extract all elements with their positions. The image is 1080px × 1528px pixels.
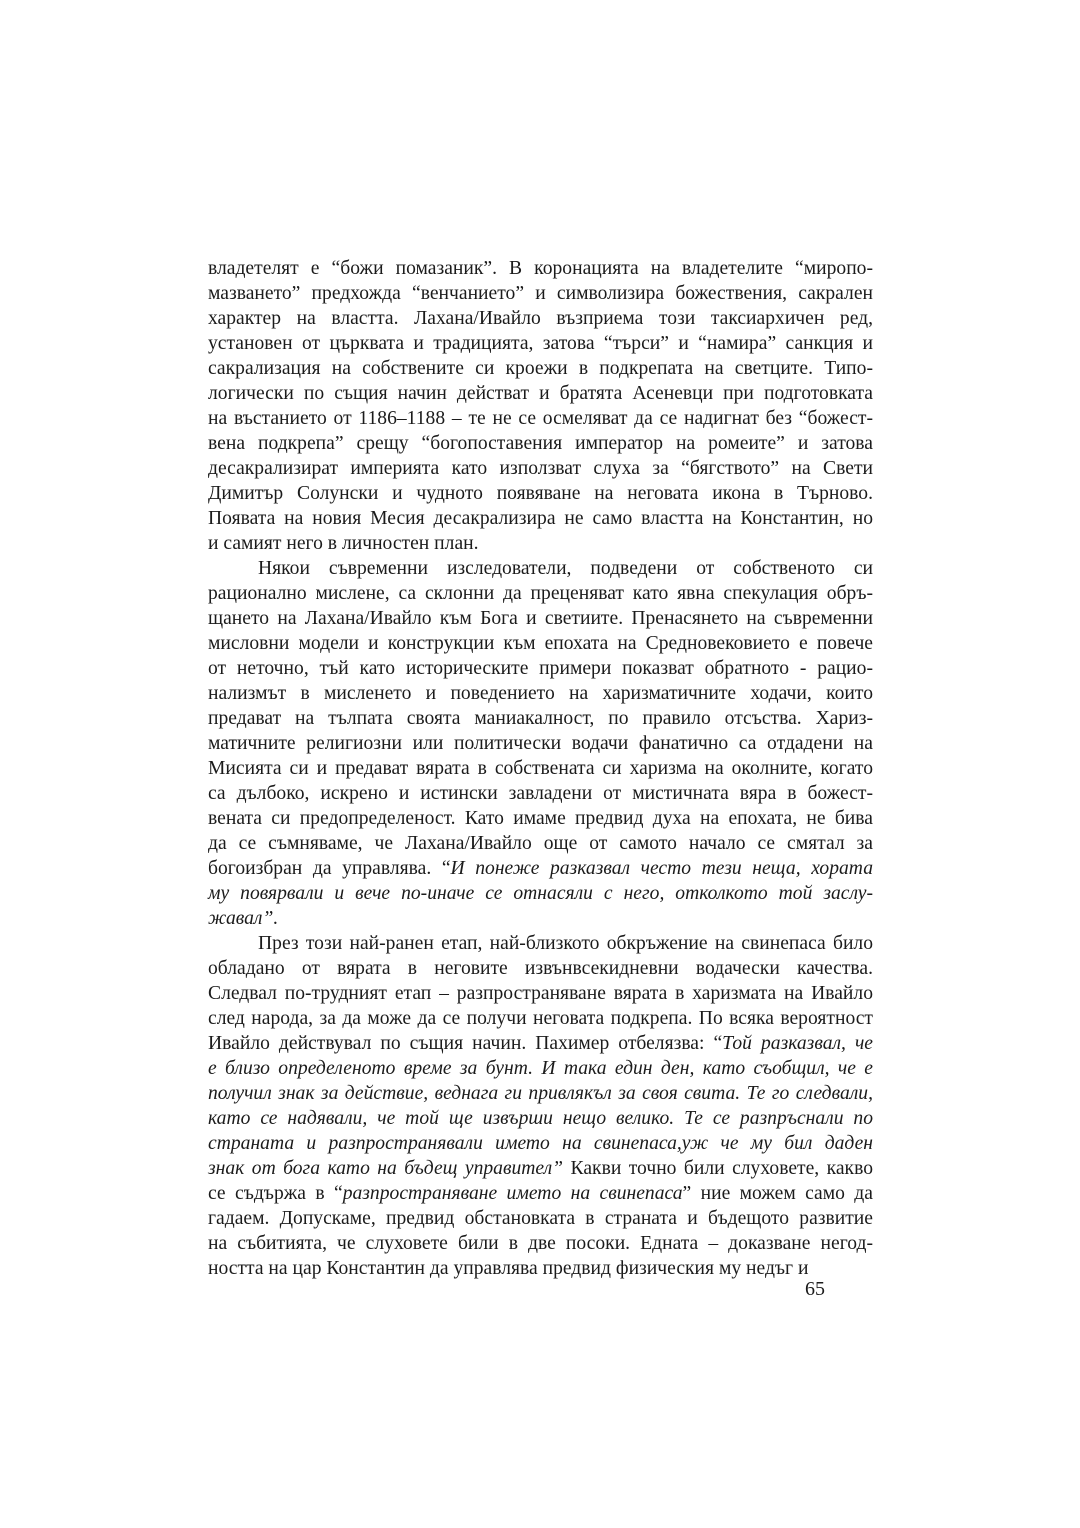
- italic-quote-segment: като се надявали, че той ще извърши нещо велико. Те се разпръснали по: [208, 1108, 873, 1129]
- text-line: [208, 806, 873, 831]
- text-segment: През този най-ранен етап, най-близкото обкръжение на свинепаса било: [258, 933, 873, 954]
- text-line: [208, 781, 873, 806]
- text-segment: вената си предопределеност. Като имаме предвид духа на епохата, не бива: [208, 808, 873, 829]
- italic-quote-segment: му повярвали и вече по-иначе се отнасяли с него, отколкото той заслу-: [208, 883, 873, 904]
- text-segment: Някои съвременни изследователи, подведени от собственото си: [258, 558, 873, 579]
- text-line: [208, 331, 873, 356]
- text-segment: ” ние можем само да: [682, 1183, 873, 1204]
- text-segment: след народа, за да може да се получи неговата подкрепа. По всяка вероятност: [208, 1008, 873, 1029]
- text-segment: нализмът в мисленето и поведението на харизматичните ходачи, които: [208, 683, 873, 704]
- text-line: [208, 981, 873, 1006]
- text-line: [208, 1056, 873, 1081]
- text-line: [208, 381, 873, 406]
- text-segment: на въстанието от 1186–1188 – те не се осмеляват да се надигнат без “божест-: [208, 408, 873, 429]
- text-line: [208, 706, 873, 731]
- text-segment: на събитията, че слуховете били в две посоки. Едната – доказване негод-: [208, 1233, 873, 1254]
- paragraph: [208, 556, 873, 931]
- italic-quote-segment: е близо определеното време за бунт. И така един ден, като съобщил, че е: [208, 1058, 873, 1079]
- text-segment: Какви точно били слуховете, какво: [563, 1158, 873, 1179]
- text-line: [208, 456, 873, 481]
- text-segment: Появата на новия Месия десакрализира не само властта на Константин, но: [208, 508, 873, 529]
- text-segment: Димитър Солунски и чудното появяване на неговата икона в Търново.: [208, 483, 873, 504]
- text-line: [208, 356, 873, 381]
- text-line: [208, 956, 873, 981]
- text-segment: предават на тълпата своята маниакалност, по правило отсъства. Хариз-: [208, 708, 873, 729]
- text-line: [208, 306, 873, 331]
- text-line: [208, 906, 873, 931]
- text-segment: обладано от вярата в неговите извънвсекидневни водачески качества.: [208, 958, 873, 979]
- text-segment: мисловни модели и конструкции към епохата на Средновековието е повече: [208, 633, 873, 654]
- italic-quote-segment: Той разказвал, че: [722, 1033, 874, 1054]
- page-number: 65: [805, 1278, 825, 1300]
- text-segment: Мисията си и предават вярата в собствената си харизма на околните, когато: [208, 758, 873, 779]
- italic-quote-segment: страната и разпространявали името на свинепаса,уж че му бил даден: [208, 1133, 873, 1154]
- text-line: [208, 406, 873, 431]
- text-line: [208, 531, 873, 556]
- text-segment: да се съмняваме, че Лахана/Ивайло още от самото начало се смятал за: [208, 833, 873, 854]
- text-segment: ността на цар Константин да управлява предвид физическия му недъг и: [208, 1258, 809, 1279]
- text-segment: характер на властта. Лахана/Ивайло възприема този таксиархичен ред,: [208, 308, 873, 329]
- text-segment: десакрализират империята като използват слуха за “бягството” на Свети: [208, 458, 873, 479]
- text-line: [208, 1156, 873, 1181]
- text-line: [208, 1181, 873, 1206]
- text-line: [208, 681, 873, 706]
- text-line: [208, 281, 873, 306]
- text-line: [208, 931, 873, 956]
- text-segment: се съдържа в “: [208, 1183, 343, 1204]
- text-segment: и самият него в личностен план.: [208, 533, 479, 554]
- text-line: [208, 1231, 873, 1256]
- text-line: [208, 1206, 873, 1231]
- text-segment: богоизбран да управлява. “: [208, 858, 451, 879]
- text-line: [208, 731, 873, 756]
- italic-quote-segment: И понеже разказвал често тези неща, хората: [450, 858, 873, 879]
- text-segment: Следвал по-трудният етап – разпространяване вярата в харизмата на Ивайло: [208, 983, 873, 1004]
- text-line: [208, 856, 873, 881]
- text-segment: владетелят е “божи помазаник”. В коронацията на владетелите “миропо-: [208, 258, 873, 279]
- text-segment: гадаем. Допускаме, предвид обстановката в страната и бъдещото развитие: [208, 1208, 873, 1229]
- text-segment: мазването” предхожда “венчанието” и символизира божествения, сакрален: [208, 283, 873, 304]
- text-segment: щането на Лахана/Ивайло към Бога и светиите. Пренасянето на съвременни: [208, 608, 873, 629]
- text-line: [208, 1106, 873, 1131]
- paragraph: [208, 256, 873, 556]
- text-segment: от неточно, тъй като историческите примери показват обратното - рацио-: [208, 658, 873, 679]
- text-line: [208, 581, 873, 606]
- text-line: [208, 1081, 873, 1106]
- text-line: [208, 1256, 873, 1281]
- text-line: [208, 506, 873, 531]
- text-segment: вена подкрепа” срещу “богопоставения император на ромеите” и затова: [208, 433, 873, 454]
- text-line: [208, 881, 873, 906]
- text-line: [208, 756, 873, 781]
- text-segment: установен от църквата и традицията, затова “търси” и “намира” санкция и: [208, 333, 873, 354]
- body-text: [208, 256, 873, 1281]
- paragraph: [208, 931, 873, 1281]
- text-line: [208, 631, 873, 656]
- italic-quote-segment: разпространяване името на свинепаса: [342, 1183, 683, 1204]
- text-line: [208, 256, 873, 281]
- italic-quote-segment: знак от бога като на бъдещ управител”: [208, 1158, 564, 1179]
- italic-quote-segment: жавал”.: [208, 908, 279, 929]
- text-segment: логически по същия начин действат и братята Асеневци при подготовката: [208, 383, 873, 404]
- text-segment: сакрализация на собствените си кроежи в подкрепата на светците. Типо-: [208, 358, 873, 379]
- text-line: [208, 481, 873, 506]
- text-segment: матичните религиозни или политически водачи фанатично са отдадени на: [208, 733, 873, 754]
- text-line: [208, 656, 873, 681]
- text-segment: са дълбоко, искрено и истински завладени от мистичната вяра в божест-: [208, 783, 873, 804]
- text-line: [208, 831, 873, 856]
- text-line: [208, 1006, 873, 1031]
- text-line: [208, 556, 873, 581]
- text-segment: рационално мислене, са склонни да преценяват като явна спекулация обръ-: [208, 583, 873, 604]
- italic-quote-segment: получил знак за действие, веднага ги привлякъл за своя свита. Те го следвали,: [208, 1083, 873, 1104]
- text-line: [208, 431, 873, 456]
- text-line: [208, 1131, 873, 1156]
- text-line: [208, 606, 873, 631]
- text-line: [208, 1031, 873, 1056]
- text-segment: Ивайло действувал по същия начин. Пахимер отбелязва: “: [208, 1033, 723, 1054]
